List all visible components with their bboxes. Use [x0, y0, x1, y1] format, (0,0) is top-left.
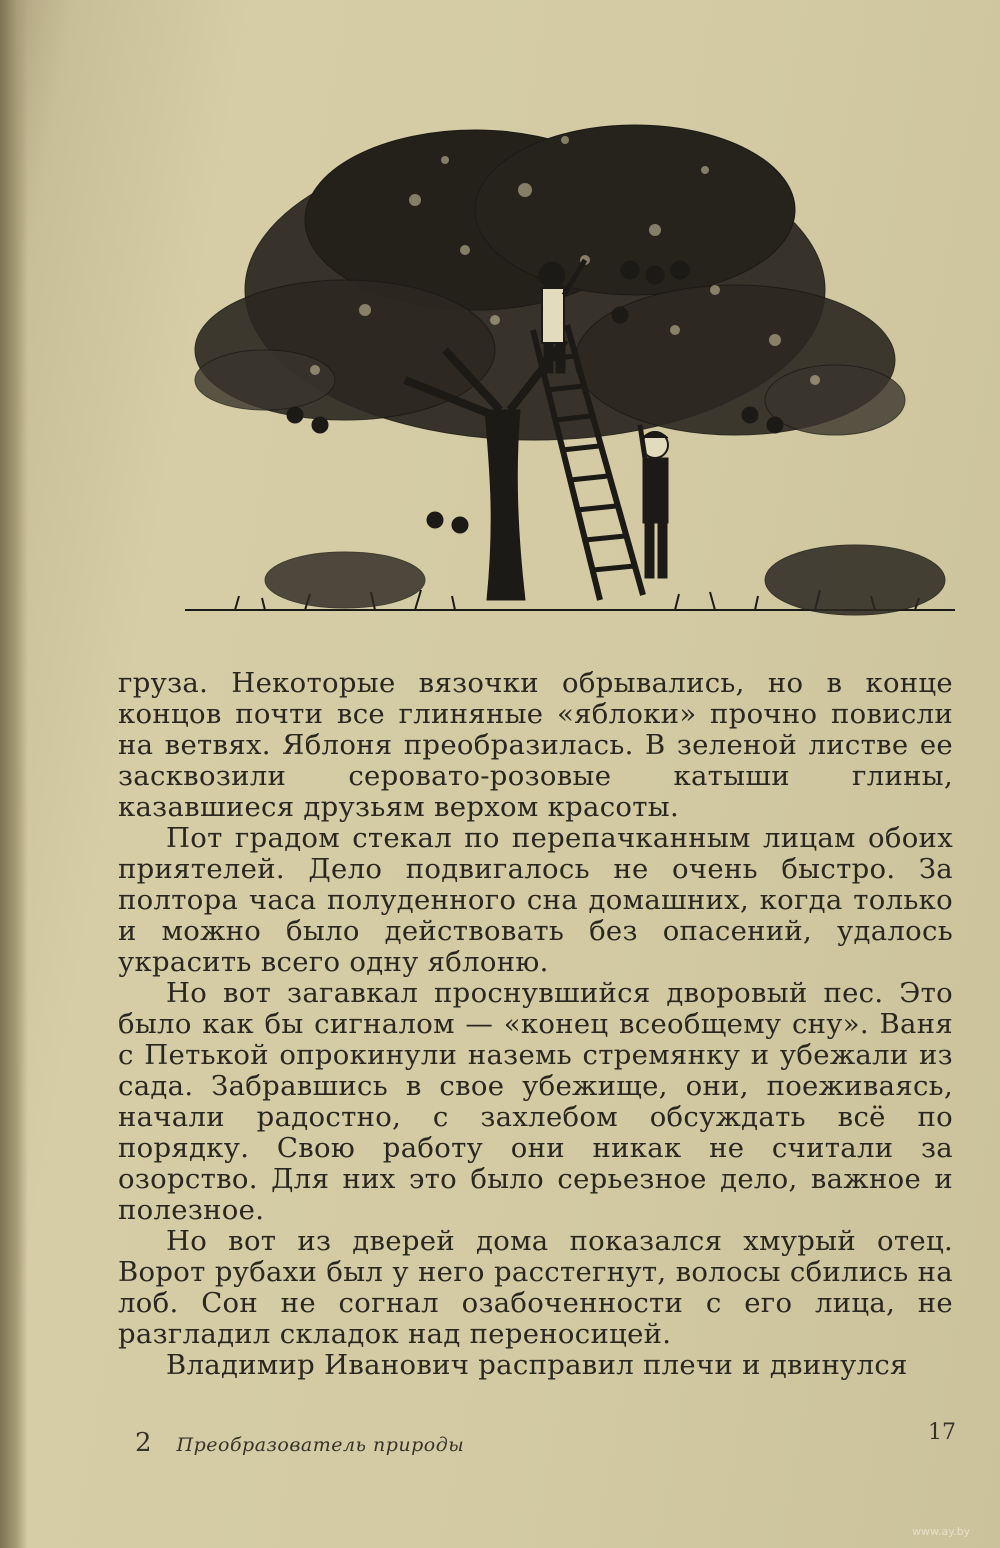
- paragraph-5: Владимир Иванович расправил плечи и двинулся: [166, 1349, 908, 1381]
- running-title: Преобразователь природы: [176, 1434, 465, 1456]
- paragraph-2: Пот градом стекал по перепачканным лицам обоих приятелей. Дело подвигалось не очень быстро. За полтора часа полуденного сна домашних, когда только и можно было действовать без опасений, удалось украсить всего одну яблоню.: [118, 822, 953, 978]
- watermark: www.ay.by: [912, 1525, 971, 1538]
- tree-with-ladder-and-children-icon: [115, 80, 955, 650]
- book-spine-shadow: [0, 0, 28, 1548]
- page-number: 17: [928, 1420, 956, 1445]
- page-footer: [135, 1428, 464, 1458]
- paragraph-4: Но вот из дверей дома показался хмурый отец. Ворот рубахи был у него расстегнут, волосы сбились на лоб. Сон не согнал озабоченности с его лица, не разгладил складок над переносицей.: [118, 1225, 953, 1350]
- paragraph-3: Но вот загавкал проснувшийся дворовый пес. Это было как бы сигналом — «конец всеобщему сну». Ваня с Петькой опрокинули наземь стремянку и убежали из сада. Забравшись в свое убежище, они, поеживаясь, начали радостно, с захлебом обсуждать всё по порядку. Свою работу они никак не считали за озорство. Для них это было серьезное дело, важное и полезное.: [118, 977, 953, 1226]
- body-text: [118, 668, 953, 1381]
- paragraph-1: груза. Некоторые вязочки обрывались, но в конце концов почти все глиняные «яблоки» прочно повисли на ветвях. Яблоня преобразилась. В зеленой листве ее засквозили серовато-розовые катыши глины, казавшиеся друзьям верхом красоты.: [118, 667, 953, 823]
- signature-number: 2: [135, 1428, 152, 1458]
